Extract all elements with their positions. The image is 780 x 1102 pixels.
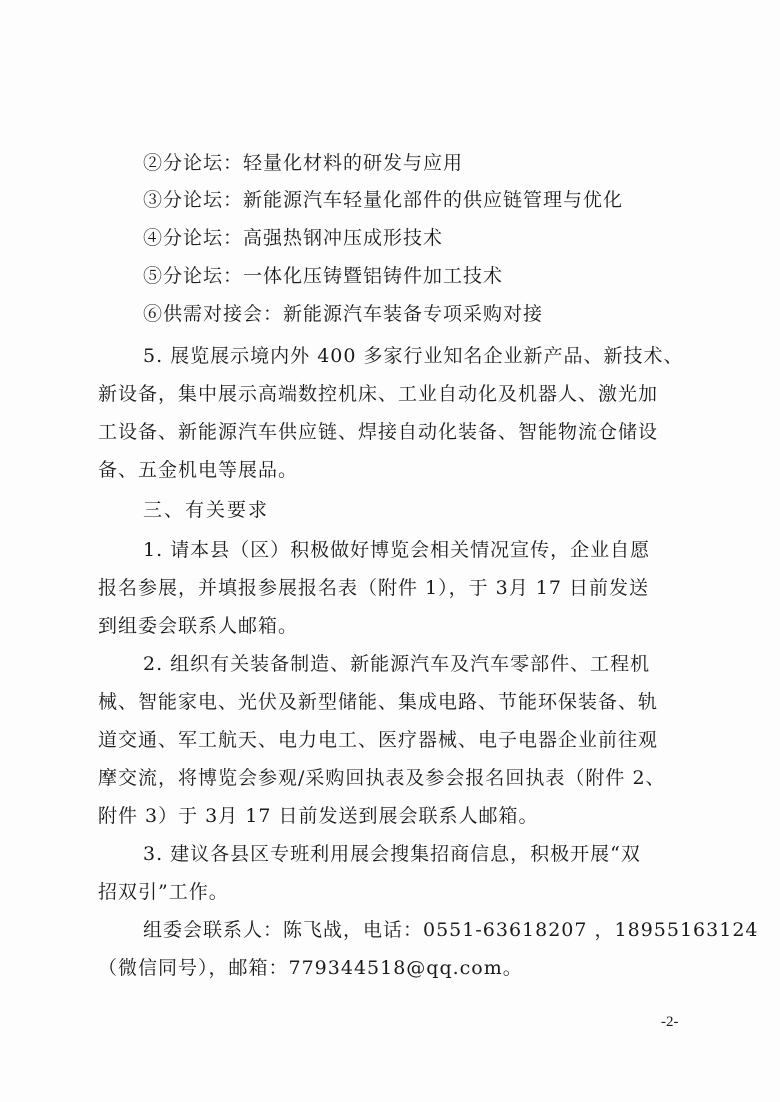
exhibition-paragraph-line: 新设备，集中展示高端数控机床、工业自动化及机器人、激光加: [98, 383, 659, 405]
requirement-1-line: 到组委会联系人邮箱。: [98, 615, 299, 637]
forum-line: ④分论坛：高强热钢冲压成形技术: [143, 227, 444, 249]
contact-line: （微信同号），邮箱：779344518@qq.com。: [98, 957, 523, 979]
exhibition-paragraph-line: 备、五金机电等展品。: [98, 459, 299, 481]
requirement-3-line: 3. 建议各县区专班利用展会搜集招商信息，积极开展“双: [143, 843, 641, 865]
exhibition-paragraph-line: 5. 展览展示境内外 400 多家行业知名企业新产品、新技术、: [143, 345, 684, 367]
forum-line: ⑤分论坛：一体化压铸暨铝铸件加工技术: [143, 265, 504, 287]
forum-line: ②分论坛：轻量化材料的研发与应用: [143, 152, 464, 174]
requirement-3-line: 招双引”工作。: [98, 881, 229, 903]
contact-line: 组委会联系人：陈飞战，电话：0551-63618207 ，18955163124: [143, 919, 759, 941]
forum-line: ⑥供需对接会：新能源汽车装备专项采购对接: [143, 303, 544, 325]
requirement-2-line: 摩交流，将博览会参观/采购回执表及参会报名回执表（附件 2、: [98, 767, 666, 789]
requirement-2-line: 附件 3）于 3月 17 日前发送到展会联系人邮箱。: [98, 805, 539, 827]
exhibition-paragraph-line: 工设备、新能源汽车供应链、焊接自动化装备、智能物流仓储设: [98, 421, 659, 443]
requirement-2-line: 2. 组织有关装备制造、新能源汽车及汽车零部件、工程机: [143, 653, 651, 675]
requirement-2-line: 械、智能家电、光伏及新型储能、集成电路、节能环保装备、轨: [98, 691, 659, 713]
requirement-2-line: 道交通、军工航天、电力电工、医疗器械、电子电器企业前往观: [98, 729, 659, 751]
requirement-1-line: 报名参展，并填报参展报名表（附件 1），于 3月 17 日前发送: [98, 577, 650, 599]
section-heading: 三、有关要求: [143, 499, 270, 521]
page-number: -2-: [661, 1014, 679, 1030]
requirement-1-line: 1. 请本县（区）积极做好博览会相关情况宣传，企业自愿: [143, 539, 651, 561]
forum-line: ③分论坛：新能源汽车轻量化部件的供应链管理与优化: [143, 189, 624, 211]
